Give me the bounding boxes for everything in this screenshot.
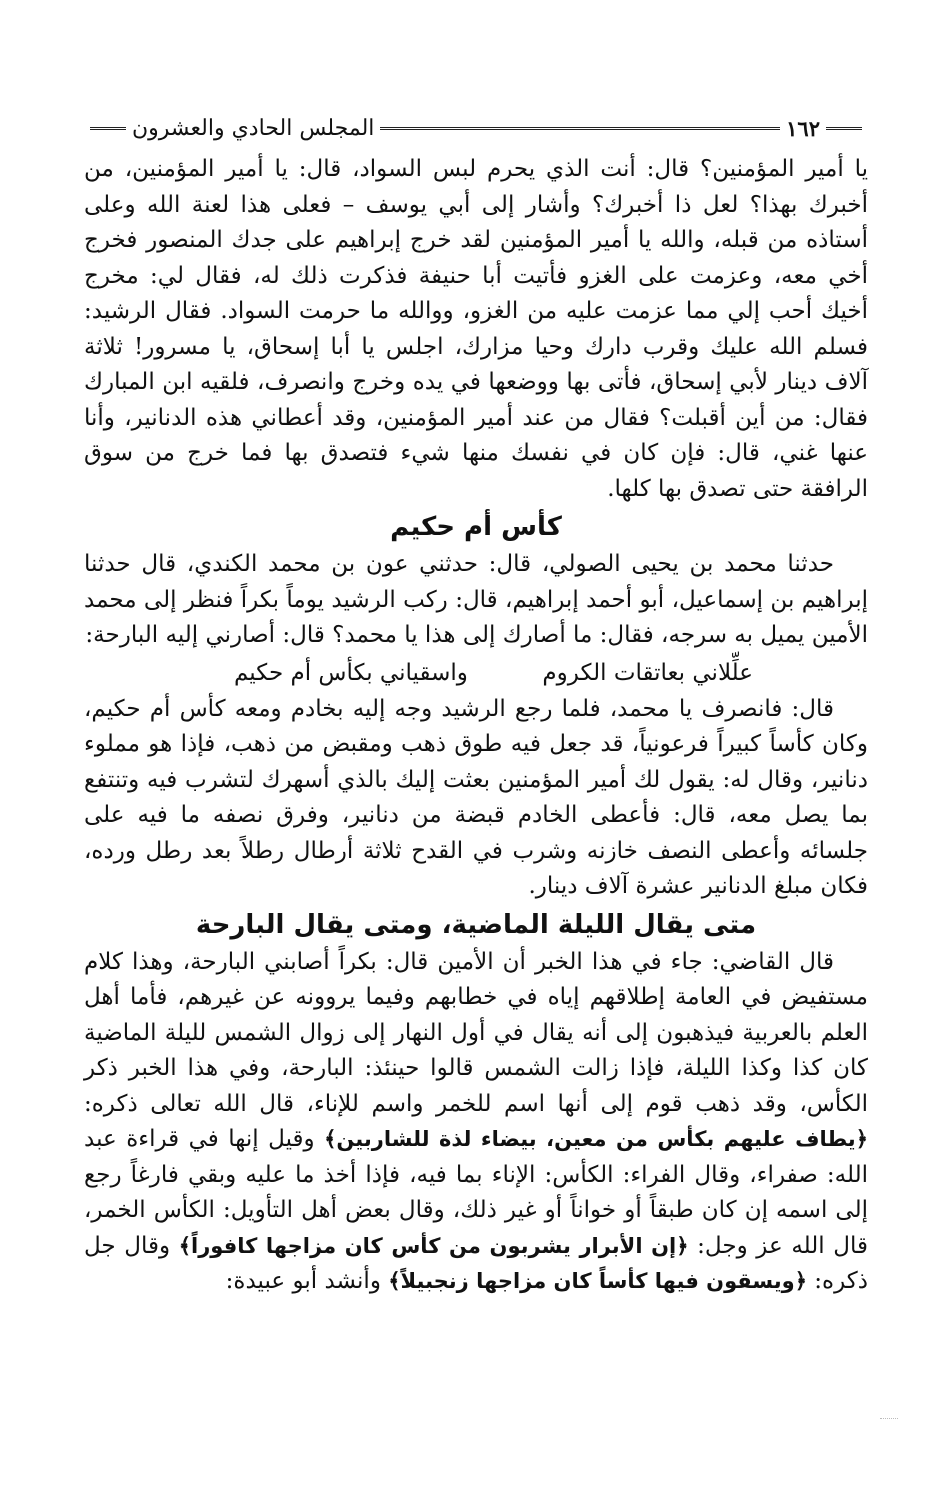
quran-quote-3: ﴿ويسقون فيها كأساً كان مزاجها زنجبيلاً﴾ [388,1269,807,1293]
header-rule-left [90,127,126,130]
quran-quote-1: ﴿يطاف عليهم بكأس من معين، بيضاء لذة للشاربين﴾ [324,1127,868,1151]
heading-last-night: متى يقال الليلة الماضية، ومتى يقال البارحة [195,909,757,940]
paragraph-4-part-b: وقيل إنها في قراءة عبد الله: صفراء، وقال الفراء: الكأس: الإناء بما فيه، فإذا أخذ ما عليه وبقي فارغاً رجع إلى اسمه إن كان طبقاً أو خواناً أو غير ذلك، وقال بعض أهل التأويل: الكأس الخمر، قال الله عز وجل: [84,1126,868,1259]
paragraph-2: حدثنا محمد بن يحيى الصولي، قال: حدثني عون بن محمد الكندي، قال حدثنا إبراهيم بن إسماعيل، أبو أحمد إبراهيم، قال: ركب الرشيد يوماً بكراً فنظر إلى محمد الأمين يميل به سرجه، فقال: ما أصارك إلى هذا يا محمد؟ قال: أصارني إليه البارحة: [84,551,868,648]
poetry-verse [84,654,868,692]
paragraph-4-part-d: وأنشد أبو عبيدة: [225,1268,389,1294]
quran-quote-2: ﴿إن الأبرار يشربون من كأس كان مزاجها كافوراً﴾ [178,1233,689,1258]
paragraph-4 [84,945,868,1300]
running-title: المجلس الحادي والعشرون [132,115,375,141]
paragraph-4-part-a: قال القاضي: جاء في هذا الخبر أن الأمين قال: بكراً أصابني البارحة، وهذا كلام مستفيض في العامة إطلاقهم إياه في خطابهم وفيما يروونه عن غيرهم، فأما أهل العلم بالعربية فيذهبون إلى أنه يقال في أول النهار إلى زوال الشمس لليلة الماضية كان كذا وكذا الليلة، فإذا زالت الشمس قالوا حينئذ: البارحة، وفي هذا الخبر ذكر الكأس، وقد ذهب قوم إلى أنها اسم للخمر واسم للإناء، قال الله تعالى ذكره: [84,948,868,1117]
scan-artifact [880,1418,898,1431]
verse-second-hemistich: واسقياني بكأس أم حكيم [234,659,468,686]
paragraph-1: يا أمير المؤمنين؟ قال: أنت الذي يحرم لبس السواد، قال: يا أمير المؤمنين، من أخبرك بهذا؟ لعل ذا أخبرك؟ وأشار إلى أبي يوسف – فعلى هذا لعنة الله وعلى أستاذه من قبله، والله يا أمير المؤمنين لقد خرج إبراهيم على جدك المنصور فخرج أخي معه، وعزمت على الغزو فأتيت أبا حنيفة فذكرت ذلك له، فقال لي: مخرج أخيك أحب إلي مما عزمت عليه من الغزو، ووالله ما حرمت السواد. فقال الرشيد: فسلم الله عليك وقرب دارك وحيا مزارك، اجلس يا أبا إسحاق، يا مسرور! ثلاثة آلاف دينار لأبي إسحاق، فأتى بها ووضعها في يده وخرج وانصرف، فلقيه ابن المبارك فقال: من أين أقبلت؟ فقال من عند أمير المؤمنين، وقد أعطاني هذه الدنانير، وأنا عنها غني، قال: فإن كان في نفسك منها شيء فتصدق بها فما خرج من سوق الرافقة حتى تصدق بها كلها. [84,156,868,502]
page-header [84,108,868,148]
paragraph-3: قال: فانصرف يا محمد، فلما رجع الرشيد وجه إليه بخادم ومعه كأس أم حكيم، وكان كأساً كبيراً فرعونياً، قد جعل فيه طوق ذهب ومقبض من ذهب، فإذا هو مملوء دنانير، وقال له: يقول لك أمير المؤمنين بعثت إليك بالذي أسهرك لتشرب فيه وتنتفع بما يصل معه، قال: فأعطى الخادم قبضة من دنانير، وفرق نصفه ما فيه على جلسائه وأعطى النصف خازنه وشرب في القدح ثلاثة أرطال رطلاً بعد رطل ورده، فكان مبلغ الدنانير عشرة آلاف دينار. [84,695,868,899]
paragraph-4-part-c: وقال جل ذكره: [84,1232,868,1294]
header-rule [380,127,780,130]
heading-cup-of-umm-hakim: كأس أم حكيم [390,512,562,542]
page-number: ١٦٢ [786,115,820,141]
header-rule-right [826,127,862,130]
verse-first-hemistich: علِّلاني بعاتقات الكروم [542,659,753,686]
